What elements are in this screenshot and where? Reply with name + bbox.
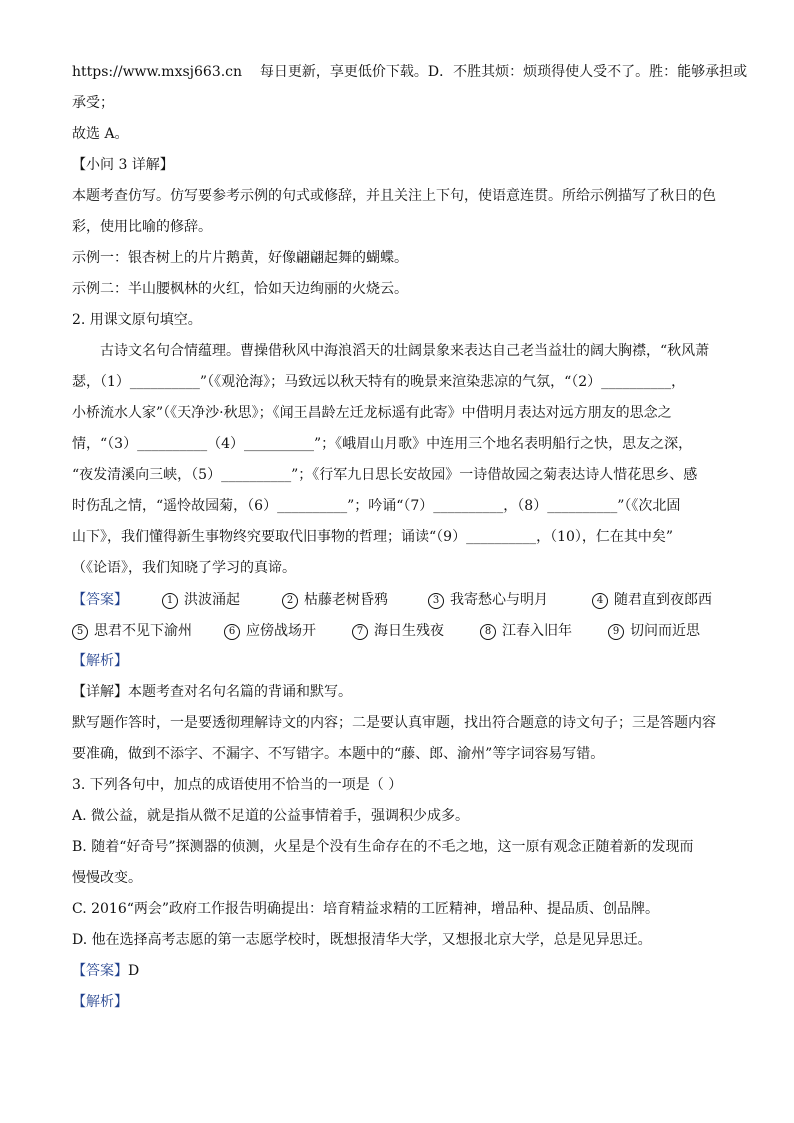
answer-item [592,589,712,609]
text-line: 情，“（3）__________（4）__________”；《峨眉山月歌》中连用三个地名表明船行之快，思友之深， [72,436,693,452]
answer-item [162,589,240,609]
answer-item [282,589,388,609]
answer-text: 我寄愁心与明月 [450,592,548,608]
text-line: 古诗文名句合情蕴理。曹操借秋风中海浪滔天的壮阔景象来表达自己老当益壮的阔大胸襟，“秋风萧 [100,343,710,359]
answer-item [480,620,572,640]
answer-text: 随君直到夜郎西 [614,592,712,608]
text-line: 本题考查仿写。仿写要参考示例的句式或修辞，并且关注上下句，使语意连贯。所给示例描写了秋日的色 [72,188,716,204]
option-a: A. 微公益，就是指从微不足道的公益事情着手，强调积少成多。 [72,808,470,824]
answer-line [72,961,139,981]
answer-text: 海日生残夜 [374,623,444,639]
circled-number: 3 [428,593,444,609]
circled-number: 6 [224,624,240,640]
circled-number: 7 [352,624,368,640]
answer-item [428,589,548,609]
question-title: 3. 下列各句中，加点的成语使用不恰当的一项是（ ） [72,777,403,793]
answer-row [72,589,722,609]
answer-text: 洪波涌起 [184,592,240,608]
answer-label: 【答案】 [72,592,128,608]
text-line: 默写题作答时，一是要透彻理解诗文的内容；二是要认真审题，找出符合题意的诗文句子；三是答题内容 [72,715,716,731]
text-line: 【详解】本题考查对名句名篇的背诵和默写。 [72,684,352,700]
answer-item [608,620,700,640]
answer-text: 应傍战场开 [246,623,316,639]
text-line: 要准确，做到不添字、不漏字、不写错字。本题中的“藤、郎、渝州”等字词容易写错。 [72,746,605,762]
text-line: “夜发清溪向三峡，（5）__________”；《行军九日思长安故园》一诗借故园之菊表达诗人惜花思乡、感 [72,467,698,483]
answer-text: 切问而近思 [630,623,700,639]
text-line: 时伤乱之情，“遥怜故园菊，（6）__________”；吟诵“（7）__________，（8）__________”（《次北固 [72,498,681,514]
circled-number: 8 [480,624,496,640]
header-text: D．不胜其烦：烦琐得使人受不了。胜：能够承担或 [427,64,748,80]
question-title: 2. 用课文原句填空。 [72,312,202,328]
circled-number: 2 [282,593,298,609]
text-line: 小桥流水人家”（《天净沙·秋思》；《闻王昌龄左迁龙标遥有此寄》中借明月表达对远方朋友的思念之 [72,405,672,421]
circled-number: 1 [162,593,178,609]
circled-number: 4 [592,593,608,609]
circled-number: 5 [72,624,88,640]
answer-row [72,620,722,640]
analysis-label: 【解析】 [72,994,128,1010]
text-line: 承受； [72,95,114,111]
promo-text: 每日更新，享更低价下载。 [259,64,428,80]
answer-item [72,620,192,640]
option-d: D. 他在选择高考志愿的第一志愿学校时，既想报清华大学，又想报北京大学，总是见异思迁。 [72,932,652,948]
text-line: 故选 A。 [72,126,129,142]
option-b: B. 随着“好奇号”探测器的侦测，火星是个没有生命存在的不毛之地，这一原有观念正随着新的发现而 [72,839,694,855]
text-line: （《论语》，我们知晓了学习的真谛。 [72,560,296,576]
section-heading: 【小问 3 详解】 [72,157,174,173]
answer-text: 思君不见下渝州 [94,623,192,639]
option-c: C. 2016“两会”政府工作报告明确提出：培育精益求精的工匠精神，增品种、提品质、创品牌。 [72,901,660,917]
site-url: https://www.mxsj663.cn [72,64,243,80]
header-line [72,62,747,82]
circled-number: 9 [608,624,624,640]
analysis-label: 【解析】 [72,653,128,669]
answer-text: 江春入旧年 [502,623,572,639]
text-line: 瑟，（1）__________”（《观沧海》；马致远以秋天特有的晚景来渲染悲凉的气氛，“（2）__________， [72,374,686,390]
answer-text: 枯藤老树昏鸦 [304,592,388,608]
text-line: 示例一：银杏树上的片片鹅黄，好像翩翩起舞的蝴蝶。 [72,250,408,266]
text-line: 示例二：半山腰枫林的火红，恰如天边绚丽的火烧云。 [72,281,408,297]
answer-item [352,620,444,640]
answer-label: 【答案】 [72,963,128,979]
text-line: 彩，使用比喻的修辞。 [72,219,212,235]
text-line: 山下》，我们懂得新生事物终究要取代旧事物的哲理；诵读“（9）__________，（10），仁在其中矣” [72,529,674,545]
answer-item [224,620,316,640]
option-b-cont: 慢慢改变。 [72,870,142,886]
answer-value: D [128,963,140,979]
